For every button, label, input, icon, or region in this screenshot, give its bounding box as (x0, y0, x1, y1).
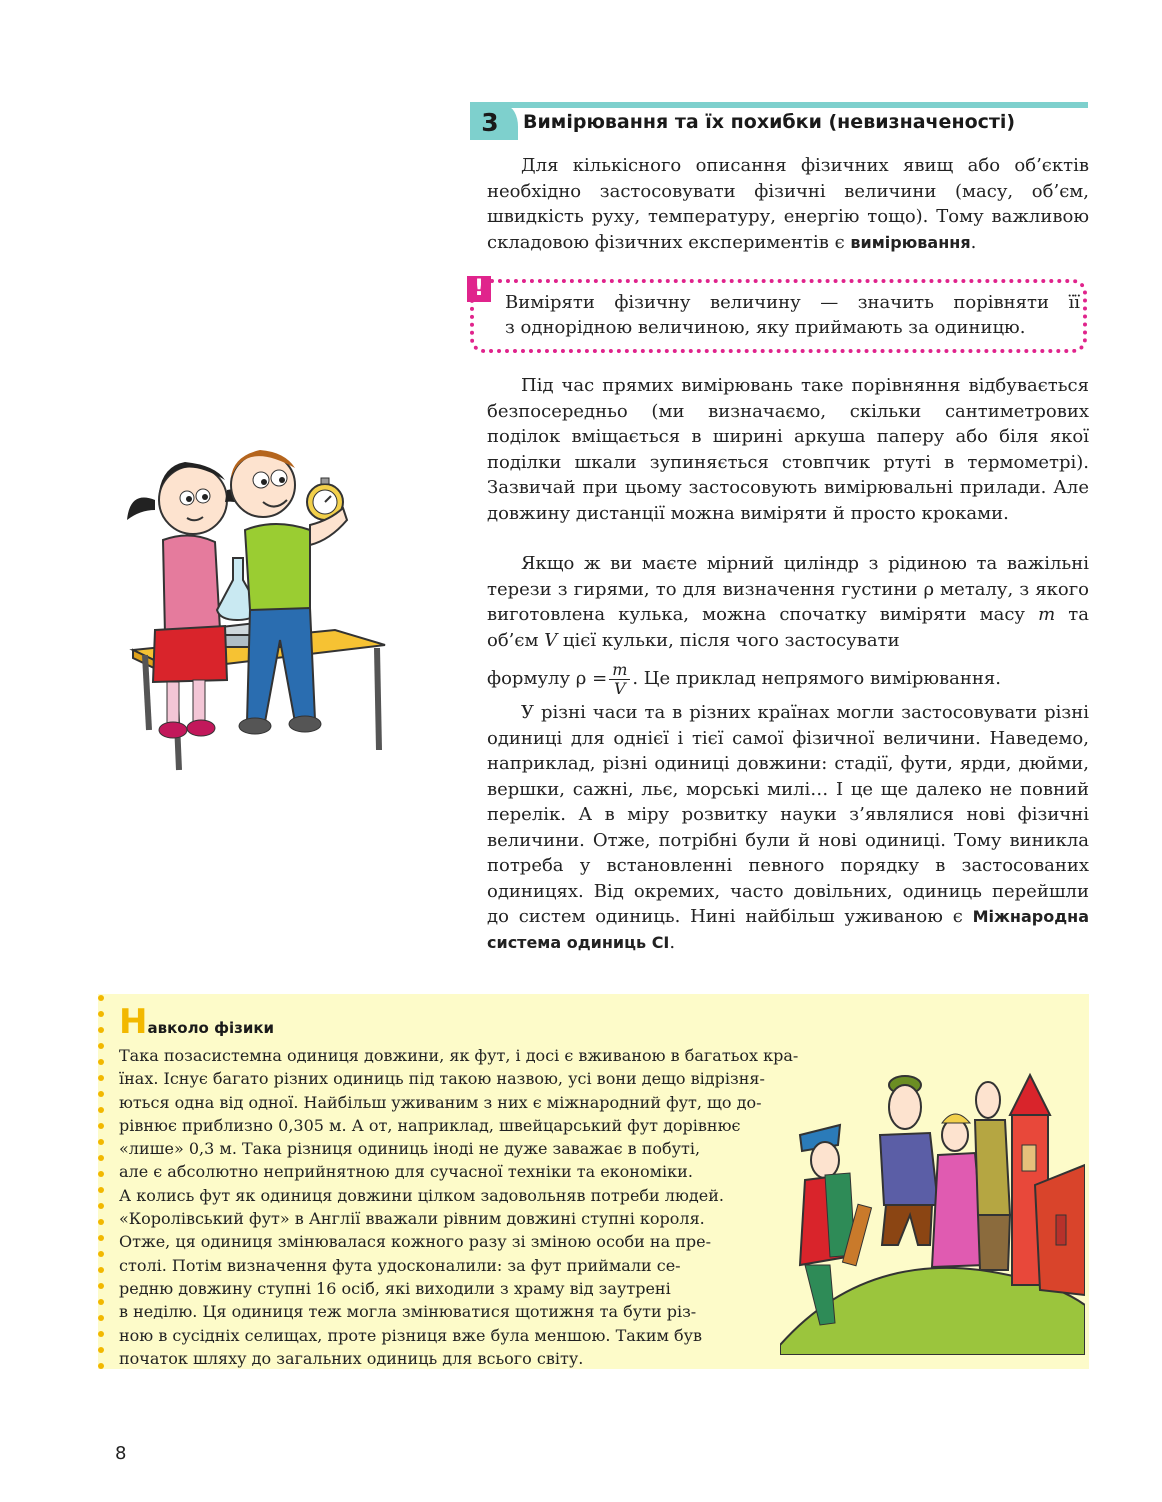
units-paragraph (487, 700, 1089, 955)
intro-bold-term: вимірювання (850, 232, 971, 252)
formula-lhs: ρ = (575, 668, 608, 689)
sidebar-heading-initial: Н (119, 1002, 148, 1042)
indirect-text-3: цієї кульки, після чого застосувати (557, 629, 900, 651)
direct-measurement-paragraph (487, 373, 1089, 526)
sidebar-line: А колись фут як одиниця довжини цілком задовольняв потреби людей. (119, 1185, 724, 1205)
definition-line-1: Виміряти фізичну величину — значить порівняти її (505, 292, 1080, 313)
kids-measuring-illustration (115, 430, 415, 780)
sidebar-line: ною в сусідніх селищах, проте різниця вже була меншою. Таким був (119, 1325, 703, 1345)
exclamation-icon: ! (467, 276, 491, 302)
indirect-text-1: Якщо ж ви маєте мірний циліндр з рідиною та важільні терези з гирями, то для визначення густини ρ металу, з якого виготовлена кулька, можна спочатку виміряти масу (487, 553, 1089, 625)
sidebar-line: але є абсолютно неприйнятною для сучасної техніки та економіки. (119, 1162, 693, 1182)
sidebar-line: Така позасистемна одиниця довжини, як фут, і досі є вживаною в багатьох кра- (119, 1046, 799, 1065)
section-title: Вимірювання та їх похибки (невизначеності) (523, 111, 1016, 133)
sidebar-line: Отже, ця одиниця змінювалася кожного разу зі зміною особи на пре- (119, 1232, 711, 1252)
sidebar-line: редню довжину ступні 16 осіб, які виходили з храму від заутрені (119, 1278, 671, 1298)
intro-end: . (970, 231, 977, 253)
definition-text (505, 290, 1080, 340)
section-header-bar (470, 102, 1088, 108)
sidebar-text (119, 1044, 798, 1370)
section-number: 3 (470, 106, 510, 140)
sidebar-dotted-border (97, 994, 105, 1369)
intro-text: Для кількісного описання фізичних явищ або об’єктів необхідно застосовувати фізичні величини (масу, об’єм, швидкість руху, температуру, енергію тощо). Тому важливою складовою фізичних експериментів є (487, 155, 1089, 253)
page-number: 8 (115, 1443, 127, 1464)
direct-measurement-text: Під час прямих вимірювань таке порівняння відбувається безпосередньо (ми визначаємо, скільки сантиметрових поділок вміщається в ширині аркуша паперу або біля якої поділки шкали зупиняється стовпчик ртуті в термометрі). Зазвичай при цьому застосовують вимірювальні прилади. Але довжину дистанції можна виміряти й просто кроками. (487, 375, 1089, 524)
section-header (470, 102, 1088, 140)
sidebar-line: «лише» 0,3 м. Така різниця одиниць іноді не дуже заважає в побуті, (119, 1139, 701, 1159)
sidebar-line: ються одна від одної. Найбільш уживаним з них є міжнародний фут, що до- (119, 1092, 762, 1112)
units-text: У різні часи та в різних країнах могли застосовувати різні одиниці для однієї і тієї самої фізичної величини. Наведемо, наприклад, різні одиниці довжини: стадії, фути, ярди, дюйми, вершки, сажні, льє, морські милі… І це ще далеко не повний перелік. А в міру розвитку науки з’являлися нові фізичні величини. Отже, потрібні були й нові одиниці. Тому виникла потреба у встановленні певного порядку в застосованих одиницях. Від окремих, часто довільних, одиниць перейшли до систем одиниць. Нині найбільш уживаною є (487, 702, 1089, 927)
definition-line-2: з однорідною величиною, яку приймають за одиницю. (505, 317, 1026, 338)
formula-prefix: формулу (487, 668, 576, 689)
formula-denominator: V (613, 678, 626, 698)
units-end: . (669, 931, 676, 953)
mass-symbol: m (1038, 604, 1056, 625)
sidebar-line: в неділю. Ця одиниця теж могла змінюватися щотижня та бути різ- (119, 1302, 697, 1322)
indirect-text-2: та об’єм (487, 604, 1089, 651)
sidebar-heading-rest: авколо фізики (147, 1019, 275, 1037)
si-system-term: Міжнародна система одиниць СІ (487, 907, 1089, 952)
sidebar-line: рівнює приблизно 0,305 м. А от, наприклад, швейцарський фут дорівнює (119, 1115, 741, 1135)
sidebar-line: «Королівський фут» в Англії вважали рівним довжині ступні короля. (119, 1209, 705, 1229)
sidebar-line: їнах. Існує багато різних одиниць під такою назвою, усі вони дещо відрізня- (119, 1069, 765, 1089)
intro-paragraph (487, 153, 1089, 255)
sidebar-heading (119, 1002, 274, 1042)
indirect-measurement-paragraph (487, 551, 1089, 699)
formula-line (487, 659, 1089, 699)
medieval-people-illustration (780, 1055, 1085, 1355)
sidebar-line: столі. Потім визначення фута удосконалили: за фут приймали се- (119, 1255, 681, 1275)
formula-numerator: m (609, 661, 630, 680)
formula-suffix: . Це приклад непрямого вимірювання. (632, 668, 1001, 689)
sidebar-line: початок шляху до загальних одиниць для всього світу. (119, 1348, 584, 1368)
density-formula (609, 661, 630, 698)
volume-symbol: V (544, 629, 558, 651)
